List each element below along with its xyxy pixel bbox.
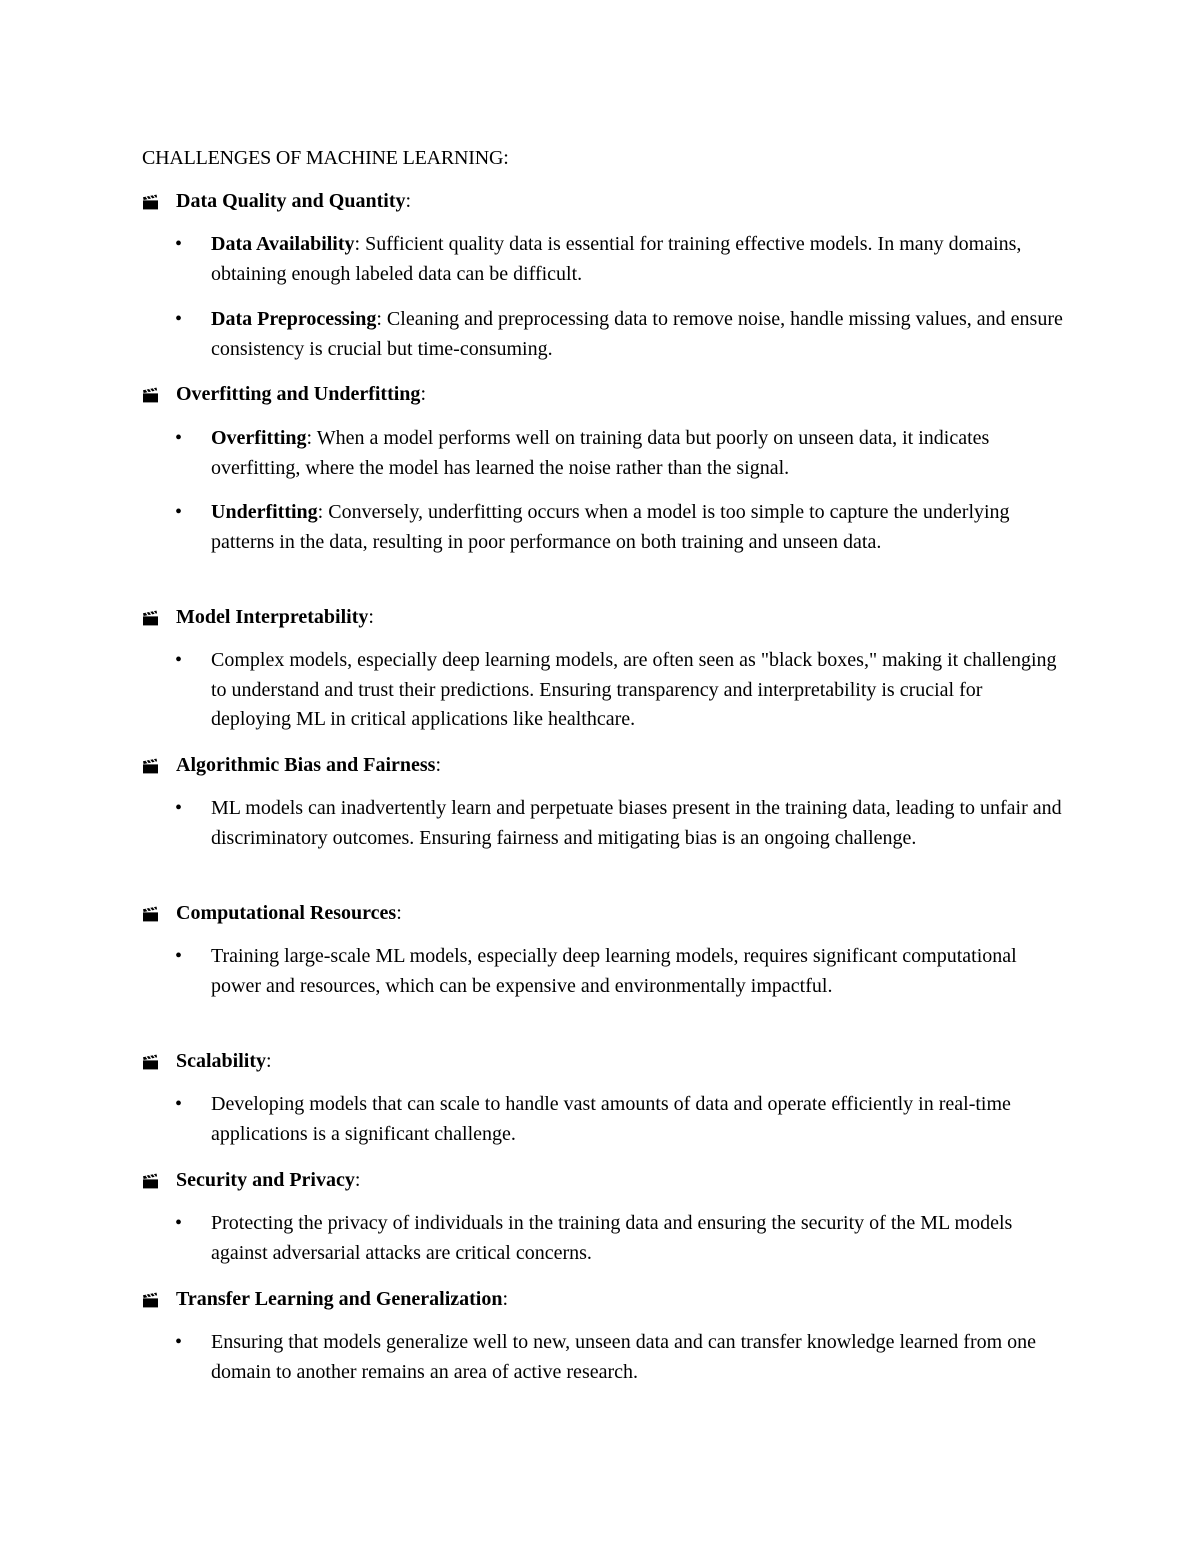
bullet-glyph: • [175, 501, 183, 523]
list-item [175, 498, 1075, 557]
list-item-text: Protecting the privacy of individuals in the training data and ensuring the security of the ML models against adversarial attacks are critical concerns. [211, 1212, 1013, 1264]
list-item [175, 794, 1075, 853]
section-colon: : [420, 383, 426, 405]
list-item-term: Data Availability [211, 233, 355, 255]
section-colon: : [435, 754, 442, 776]
section-heading [142, 186, 411, 216]
section-heading [142, 898, 402, 928]
clapperboard-icon [142, 194, 160, 210]
list-item-term: Underfitting [211, 501, 318, 523]
bullet-glyph: • [175, 1331, 183, 1353]
list-item [175, 1090, 1075, 1149]
section-colon: : [405, 190, 412, 212]
bullet-glyph: • [175, 1093, 183, 1115]
section-heading [142, 1284, 508, 1314]
list-item-separator: : [317, 501, 329, 523]
section-title: Algorithmic Bias and Fairness [176, 754, 436, 776]
section-heading [142, 1046, 272, 1076]
list-item-body: Cleaning and preprocessing data to remove noise, handle missing values, and ensure consistency is crucial but time-consuming. [211, 308, 1063, 360]
clapperboard-icon [142, 610, 160, 626]
list-item-term: Overfitting [211, 427, 307, 449]
bullet-glyph: • [175, 308, 183, 330]
list-item-text: ML models can inadvertently learn and perpetuate biases present in the training data, leading to unfair and discriminatory outcomes. Ensuring fairness and mitigating bias is an ongoing challenge. [211, 797, 1062, 849]
section-heading [142, 602, 374, 632]
list-item [175, 1328, 1075, 1387]
section-heading [142, 750, 441, 780]
section-heading [142, 379, 426, 409]
list-item [175, 230, 1075, 289]
section-title: Computational Resources [176, 902, 397, 924]
section-title: Data Quality and Quantity [176, 190, 406, 212]
list-item-text: Ensuring that models generalize well to new, unseen data and can transfer knowledge learned from one domain to another remains an area of active research. [211, 1331, 1037, 1383]
section-title: Model Interpretability [176, 606, 369, 628]
bullet-glyph: • [175, 1212, 183, 1234]
list-item-text [211, 305, 1067, 364]
list-item-text [211, 498, 1067, 557]
list-item-body: When a model performs well on training data but poorly on unseen data, it indicates overfitting, where the model has learned the noise rather than the signal. [211, 427, 990, 479]
bullet-glyph: • [175, 797, 183, 819]
list-item-text: Developing models that can scale to handle vast amounts of data and operate efficiently in real-time applications is a significant challenge. [211, 1093, 1011, 1145]
bullet-glyph: • [175, 945, 183, 967]
section-colon: : [354, 1169, 361, 1191]
section-colon: : [266, 1050, 272, 1072]
list-item-text [211, 424, 1067, 483]
list-item [175, 646, 1075, 735]
list-item [175, 424, 1075, 483]
list-item-separator: : [376, 308, 387, 330]
list-item-text: Training large-scale ML models, especially deep learning models, requires significant computational power and resources, which can be expensive and environmentally impactful. [211, 945, 1017, 997]
clapperboard-icon [142, 758, 160, 774]
section-title: Security and Privacy [176, 1169, 355, 1191]
section-colon: : [502, 1288, 509, 1310]
list-item [175, 305, 1075, 364]
section-colon: : [368, 606, 374, 628]
section-title: Overfitting and Underfitting [176, 383, 421, 405]
bullet-glyph: • [175, 233, 183, 255]
list-item-separator: : [354, 233, 366, 255]
bullet-glyph: • [175, 649, 183, 671]
list-item-text: Complex models, especially deep learning models, are often seen as "black boxes," making it challenging to understand and trust their predictions. Ensuring transparency and interpretability is crucial for deploying ML in critical applications like healthcare. [211, 649, 1057, 731]
list-item-body: Sufficient quality data is essential for training effective models. In many domains, obtaining enough labeled data can be difficult. [211, 233, 1022, 285]
clapperboard-icon [142, 1292, 160, 1308]
list-item-text [211, 230, 1067, 289]
bullet-glyph: • [175, 427, 183, 449]
clapperboard-icon [142, 387, 160, 403]
clapperboard-icon [142, 1054, 160, 1070]
section-heading [142, 1165, 360, 1195]
clapperboard-icon [142, 906, 160, 922]
section-title: Transfer Learning and Generalization [176, 1288, 503, 1310]
list-item-term: Data Preprocessing [211, 308, 377, 330]
list-item [175, 942, 1075, 1001]
document-title: CHALLENGES OF MACHINE LEARNING: [142, 147, 509, 169]
section-title: Scalability [176, 1050, 267, 1072]
list-item [175, 1209, 1075, 1268]
list-item-separator: : [306, 427, 317, 449]
list-item-body: Conversely, underfitting occurs when a model is too simple to capture the underlying patterns in the data, resulting in poor performance on both training and unseen data. [211, 501, 1010, 553]
section-colon: : [396, 902, 402, 924]
clapperboard-icon [142, 1173, 160, 1189]
